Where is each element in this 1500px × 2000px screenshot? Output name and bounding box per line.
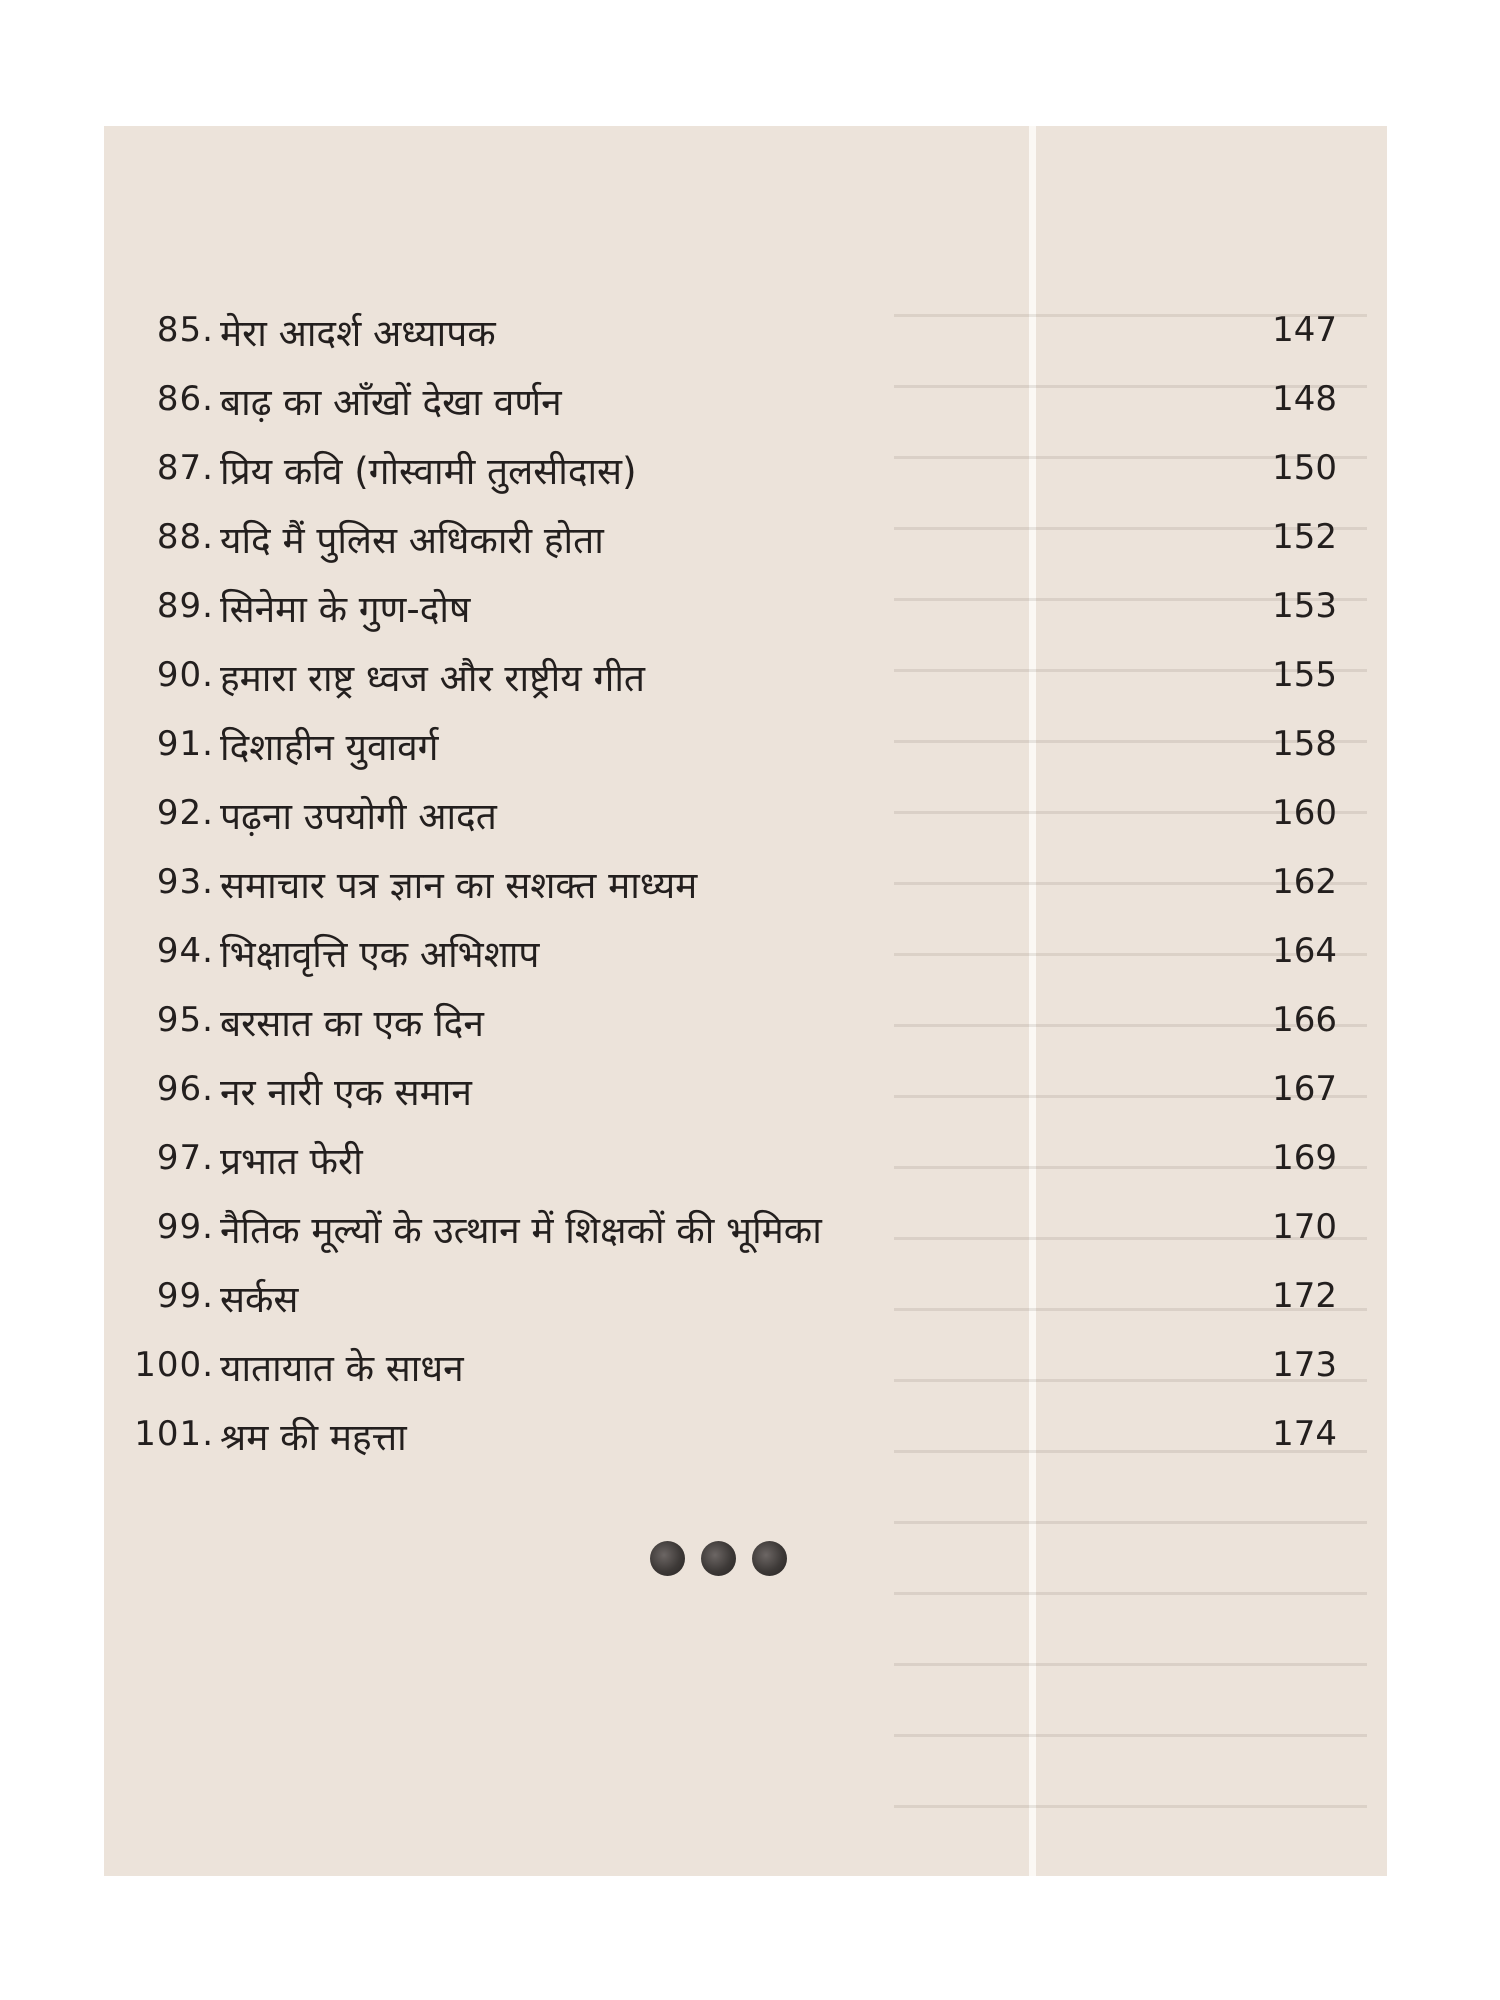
entry-title: प्रिय कवि (गोस्वामी तुलसीदास) xyxy=(220,450,637,493)
entry-number: 90. xyxy=(156,655,214,695)
entry-title: यातायात के साधन xyxy=(220,1347,464,1390)
entry-page: 172 xyxy=(1272,1276,1337,1316)
toc-entry xyxy=(104,440,1387,509)
entry-page: 148 xyxy=(1272,379,1337,419)
entry-title: सिनेमा के गुण-दोष xyxy=(220,588,471,631)
entry-number: 89. xyxy=(156,586,214,626)
entry-page: 150 xyxy=(1272,448,1337,488)
entry-page: 164 xyxy=(1272,931,1337,971)
end-ornament xyxy=(650,1541,787,1576)
entry-number: 88. xyxy=(156,517,214,557)
entry-number: 86. xyxy=(156,379,214,419)
entry-number: 96. xyxy=(156,1069,214,1109)
entry-page: 153 xyxy=(1272,586,1337,626)
toc-entry xyxy=(104,1406,1387,1475)
toc-entry xyxy=(104,647,1387,716)
ornament-dot-icon xyxy=(752,1541,787,1576)
ornament-dot-icon xyxy=(650,1541,685,1576)
toc-entry xyxy=(104,302,1387,371)
entry-page: 170 xyxy=(1272,1207,1337,1247)
entry-page: 152 xyxy=(1272,517,1337,557)
entry-title: यदि मैं पुलिस अधिकारी होता xyxy=(220,519,604,562)
entry-page: 174 xyxy=(1272,1414,1337,1454)
toc-entry xyxy=(104,992,1387,1061)
toc-entry xyxy=(104,509,1387,578)
entry-page: 158 xyxy=(1272,724,1337,764)
toc-entry xyxy=(104,716,1387,785)
entry-title: पढ़ना उपयोगी आदत xyxy=(220,795,497,838)
entry-title: बाढ़ का आँखों देखा वर्णन xyxy=(220,381,562,424)
toc-entry xyxy=(104,854,1387,923)
entry-title: बरसात का एक दिन xyxy=(220,1002,484,1045)
toc-entry xyxy=(104,578,1387,647)
entry-number: 85. xyxy=(156,310,214,350)
entry-page: 167 xyxy=(1272,1069,1337,1109)
entry-page: 169 xyxy=(1272,1138,1337,1178)
entry-number: 87. xyxy=(156,448,214,488)
toc-entry xyxy=(104,1061,1387,1130)
entry-title: दिशाहीन युवावर्ग xyxy=(220,726,439,769)
entry-number: 101. xyxy=(134,1414,214,1454)
entry-title: श्रम की महत्ता xyxy=(220,1416,407,1459)
entry-title: हमारा राष्ट्र ध्वज और राष्ट्रीय गीत xyxy=(220,657,645,700)
book-page xyxy=(104,126,1387,1876)
toc-entry xyxy=(104,785,1387,854)
entry-title: नर नारी एक समान xyxy=(220,1071,472,1114)
toc-entry xyxy=(104,923,1387,992)
ornament-dot-icon xyxy=(701,1541,736,1576)
table-of-contents xyxy=(104,302,1387,1475)
entry-number: 97. xyxy=(156,1138,214,1178)
entry-page: 147 xyxy=(1272,310,1337,350)
entry-title: समाचार पत्र ज्ञान का सशक्त माध्यम xyxy=(220,864,698,907)
entry-number: 99. xyxy=(156,1207,214,1247)
toc-entry xyxy=(104,1199,1387,1268)
entry-title: मेरा आदर्श अध्यापक xyxy=(220,312,496,355)
entry-number: 99. xyxy=(156,1276,214,1316)
toc-entry xyxy=(104,371,1387,440)
toc-entry xyxy=(104,1130,1387,1199)
entry-number: 92. xyxy=(156,793,214,833)
entry-title: प्रभात फेरी xyxy=(220,1140,363,1183)
toc-entry xyxy=(104,1337,1387,1406)
entry-page: 162 xyxy=(1272,862,1337,902)
entry-page: 173 xyxy=(1272,1345,1337,1385)
entry-page: 155 xyxy=(1272,655,1337,695)
entry-title: सर्कस xyxy=(220,1278,299,1321)
entry-page: 160 xyxy=(1272,793,1337,833)
entry-page: 166 xyxy=(1272,1000,1337,1040)
entry-title: नैतिक मूल्यों के उत्थान में शिक्षकों की भूमिका xyxy=(220,1209,822,1252)
entry-number: 100. xyxy=(134,1345,214,1385)
entry-number: 94. xyxy=(156,931,214,971)
entry-title: भिक्षावृत्ति एक अभिशाप xyxy=(220,933,540,976)
entry-number: 95. xyxy=(156,1000,214,1040)
entry-number: 93. xyxy=(156,862,214,902)
toc-entry xyxy=(104,1268,1387,1337)
entry-number: 91. xyxy=(156,724,214,764)
